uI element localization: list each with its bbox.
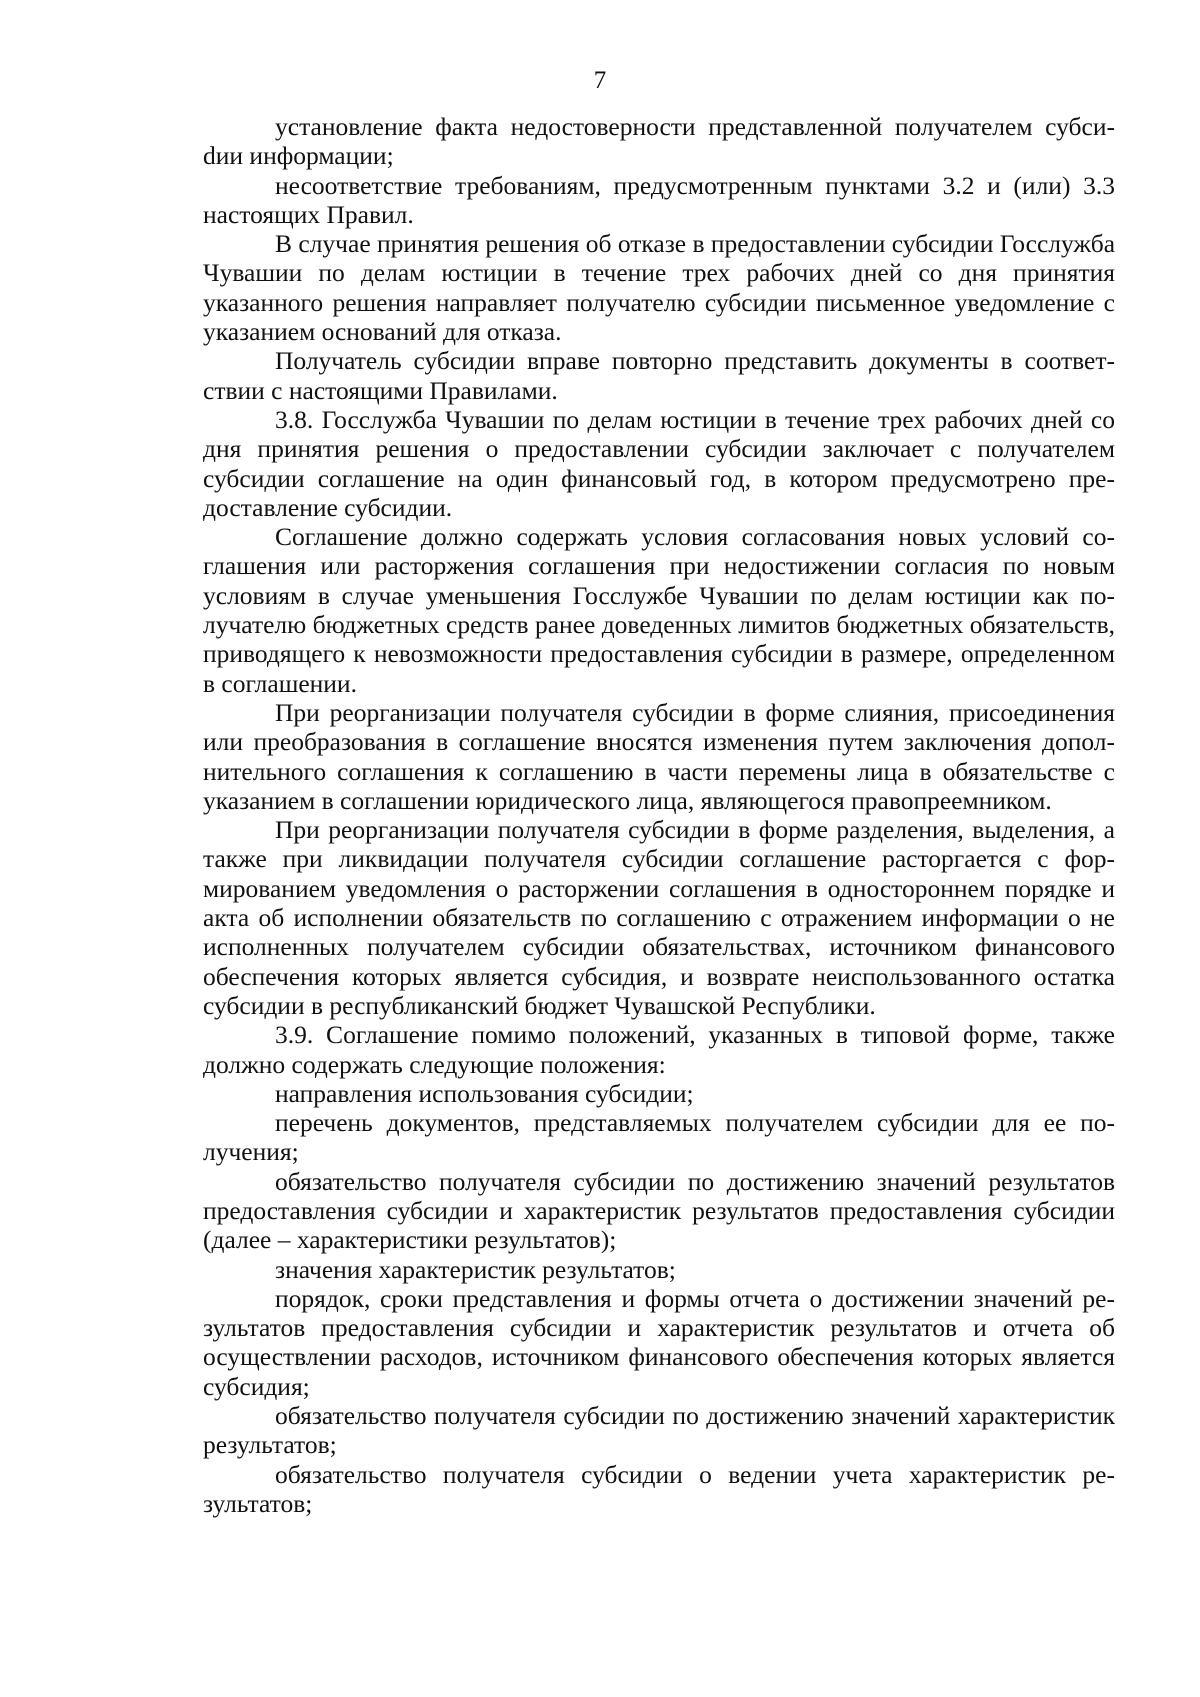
paragraph: значения характеристик результатов; (275, 1254, 676, 1284)
paragraph: В случае принятия решения об отказе в предоставлении субсидии Госслужба Чувашии по делам юстиции в течение трех рабочих дней со дня принятия указанного решения направляет получателю субсидии письменное уведомление с указанием оснований для отказа. (203, 229, 1116, 347)
paragraph: обязательство получателя субсидии по достижению значений результатов предоставления субсидии и характеристик результатов предоставления субсидии (далее – характеристики результатов); (203, 1166, 1115, 1255)
paragraph: Соглашение должно содержать условия согласования новых условий соглашения или расторжения соглашения при недостижении согласия по новым условиям в случае уменьшения Госслужбе Чувашии по делам юстиции как получателю бюджетных средств ранее доведенных лимитов бюджетных обязательств, приводящего к невозможности предоставления субсидии в размере, определенном в соглашении. (203, 522, 1115, 698)
paragraph: установление факта недостоверности представленной получателем субсиdии информации; (203, 112, 1115, 171)
paragraph: перечень документов, представляемых получателем субсидии для ее получения; (203, 1108, 1115, 1167)
paragraph: При реорганизации получателя субсидии в форме разделения, выделения, а также при ликвидации получателя субсидии соглашение расторгается с формированием уведомления о расторжении соглашения в одностороннем порядке и акта об исполнении обязательств по соглашению с отражением информации о не исполненных получателем субсидии обязательствах, источником финансового обеспечения которых является субсидия, и возврате неиспользованного остатка субсидии в республиканский бюджет Чувашской Республики. (203, 815, 1115, 1020)
paragraph: порядок, сроки представления и формы отчета о достижении значений результатов предоставления субсидии и характеристик результатов и отчета об осуществлении расходов, источником финансового обеспечения которых является субсидия; (203, 1283, 1115, 1401)
paragraph: 3.8. Госслужба Чувашии по делам юстиции в течение трех рабочих дней со дня принятия решения о предоставлении субсидии заключает с получателем субсидии соглашение на один финансовый год, в котором предусмотрено предоставление субсидии. (203, 404, 1115, 522)
paragraph: обязательство получателя субсидии о ведении учета характеристик результатов; (203, 1459, 1115, 1518)
page-number: 7 (593, 67, 607, 94)
paragraph: 3.9. Соглашение помимо положений, указанных в типовой форме, также должно содержать следующие положения: (203, 1020, 1115, 1079)
document-body (203, 112, 1115, 1518)
paragraph: При реорганизации получателя субсидии в форме слияния, присоединения или преобразования в соглашение вносятся изменения путем заключения дополнительного соглашения к соглашению в части перемены лица в обязательстве с указанием в соглашении юридического лица, являющегося правопреемником. (203, 697, 1115, 815)
paragraph: обязательство получателя субсидии по достижению значений характеристик результатов; (203, 1401, 1115, 1460)
paragraph: несоответствие требованиям, предусмотренным пунктами 3.2 и (или) 3.3 настоящих Правил. (203, 170, 1115, 229)
paragraph: направления использования субсидии; (275, 1078, 694, 1108)
paragraph: Получатель субсидии вправе повторно представить документы в соответствии с настоящими Правилами. (203, 346, 1115, 405)
